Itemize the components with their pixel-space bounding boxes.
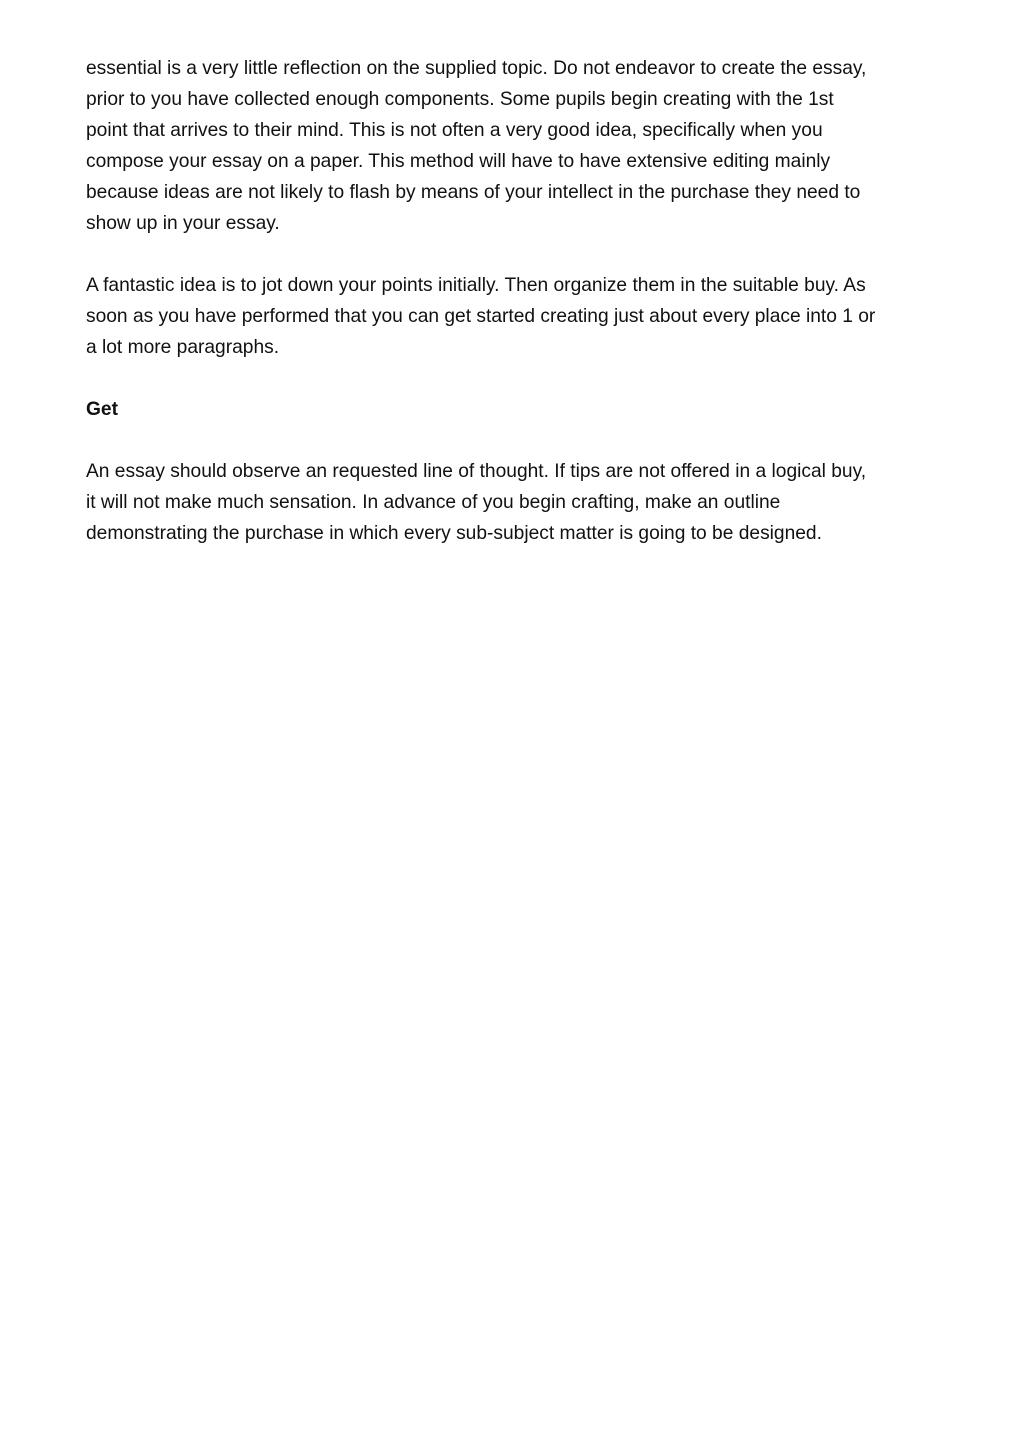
text-line: compose your essay on a paper. This method will have to have extensive editing mainly	[86, 151, 831, 172]
text-line: demonstrating the purchase in which every sub-subject matter is going to be designed.	[86, 523, 822, 544]
text-line: because ideas are not likely to flash by means of your intellect in the purchase they need to	[86, 182, 861, 203]
text-line: it will not make much sensation. In advance of you begin crafting, make an outline	[86, 492, 781, 513]
paragraph	[86, 456, 946, 549]
text-line: prior to you have collected enough components. Some pupils begin creating with the 1st	[86, 89, 834, 110]
text-line: A fantastic idea is to jot down your points initially. Then organize them in the suitable buy. As	[86, 275, 866, 296]
text-line: a lot more paragraphs.	[86, 337, 280, 358]
document-body	[86, 53, 946, 580]
paragraph	[86, 53, 946, 239]
text-line: An essay should observe an requested line of thought. If tips are not offered in a logical buy,	[86, 461, 867, 482]
section-heading: Get	[86, 399, 118, 420]
text-line: essential is a very little reflection on the supplied topic. Do not endeavor to create the essay,	[86, 58, 867, 79]
text-line: soon as you have performed that you can get started creating just about every place into 1 or	[86, 306, 876, 327]
text-line: point that arrives to their mind. This is not often a very good idea, specifically when you	[86, 120, 823, 141]
text-line: show up in your essay.	[86, 213, 280, 234]
paragraph	[86, 270, 946, 363]
